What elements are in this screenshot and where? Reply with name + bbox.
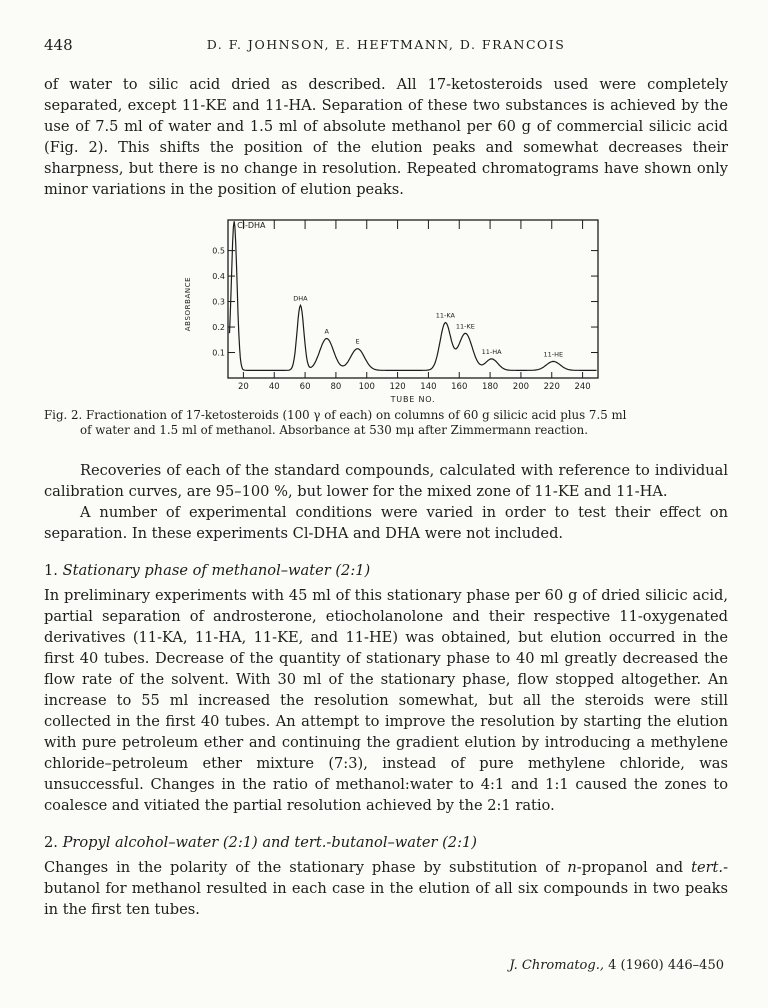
x-tick-label: 140 [420, 382, 437, 392]
caption-line1: Fractionation of 17-ketosteroids (100 γ of each) on columns of 60 g silicic acid plus 7.5 ml [86, 408, 627, 422]
p5-text-b: -propanol and [576, 859, 692, 876]
peak-label: DHA [293, 294, 308, 303]
x-tick-label: 80 [330, 382, 342, 392]
section-number-1: 1. [44, 562, 58, 579]
x-tick-label: 100 [358, 382, 375, 392]
footer-citation [509, 958, 724, 973]
p5-text-c: -butanol for methanol resulted in each case in the elution of all six compounds in two peaks in the first ten tubes. [44, 859, 728, 918]
paragraph-propyl-alcohol [44, 857, 728, 920]
x-tick-label: 160 [451, 382, 468, 392]
peak-label: 11-HA [481, 347, 502, 356]
paragraph-methanol-water: In preliminary experiments with 45 ml of this stationary phase per 60 g of dried silicic acid, partial separation of androsterone, etiocholanolone and their respective 11-oxygenated derivatives (11-KA, 11-HA, 11-KE, and 11-HE) was obtained, but elution occurred in the first 40 tubes. Decrease of the quantity of stationary phase to 40 ml greatly decreased the flow rate of the solvent. With 30 ml of the stationary phase, flow stopped altogether. An increase to 55 ml increased the resolution somewhat, but all the steroids were still collected in the first 40 tubes. An attempt to improve the resolution by starting the elution with pure petroleum ether and continuing the gradient elution by introducing a methylene chloride–petroleum ether mixture (7:3), instead of pure methylene chloride, was unsuccessful. Changes in the ratio of methanol:water to 4:1 and 1:1 caused the zones to coalesce and vitiated the partial resolution achieved by the 2:1 ratio. [44, 587, 728, 814]
y-tick-label: 0.4 [212, 272, 225, 282]
paragraph-intro: of water to silic acid dried as described. All 17-ketosteroids used were completely separated, except 11-KE and 11-HA. Separation of these two substances is achieved by the use of 7.5 ml of water and 1.5 ml of absolute methanol per 60 g of commercial silicic acid (Fig. 2). This shifts the position of the elution peaks and somewhat decreases their sharpness, but there is no change in resolution. Repeated chromatograms have shown only minor variations in the position of elution peaks. [44, 76, 728, 198]
paragraph-conditions: A number of experimental conditions were varied in order to test their effect on separation. In these experiments Cl-DHA and DHA were not included. [44, 504, 728, 542]
peak-label: 11-KA [435, 311, 455, 320]
x-tick-label: 40 [268, 382, 280, 392]
x-tick-label: 120 [389, 382, 406, 392]
y-tick-label: 0.1 [212, 348, 225, 358]
peak-label: E [355, 337, 360, 346]
x-tick-label: 20 [238, 382, 249, 392]
figure-caption [44, 408, 728, 438]
x-tick-label: 180 [481, 382, 499, 392]
elution-curve [230, 221, 597, 370]
peak-label: 11-KE [455, 322, 475, 331]
y-tick-label: 0.3 [212, 297, 225, 307]
x-tick-label: 200 [512, 382, 530, 392]
journal-citation: 4 (1960) 446–450 [608, 958, 724, 973]
running-head [44, 36, 728, 60]
peak-label: A [324, 327, 329, 336]
peak-label: 11-HE [543, 350, 564, 359]
section-heading-1 [44, 560, 728, 581]
y-tick-label: 0.5 [212, 246, 225, 256]
figure-2 [44, 208, 728, 408]
page-number: 448 [44, 36, 73, 54]
elution-chart [168, 208, 608, 404]
journal-name: J. Chromatog., [509, 958, 604, 973]
x-tick-label: 60 [299, 382, 311, 392]
section-number-2: 2. [44, 834, 58, 851]
x-axis-label: TUBE NO. [390, 395, 436, 404]
y-tick-label: 0.2 [212, 323, 225, 333]
section-heading-2 [44, 832, 728, 853]
x-tick-label: 220 [543, 382, 560, 392]
section-title-1: Stationary phase of methanol–water (2:1) [62, 562, 371, 579]
p5-italic-n: n [567, 859, 577, 876]
p5-italic-tert: tert. [691, 859, 724, 876]
paragraph-recoveries: Recoveries of each of the standard compounds, calculated with reference to individual calibration curves, are 95–100 %, but lower for the mixed zone of 11-KE and 11-HA. [44, 462, 728, 500]
authors: D. F. JOHNSON, E. HEFTMANN, D. FRANCOIS [206, 37, 566, 52]
page [44, 36, 728, 920]
x-tick-label: 240 [574, 382, 591, 392]
p5-text-a: Changes in the polarity of the stationary phase by substitution of [44, 859, 568, 876]
peak-label: Cl-DHA [237, 221, 266, 230]
caption-line2: of water and 1.5 ml of methanol. Absorbance at 530 mμ after Zimmermann reaction. [80, 423, 588, 437]
y-axis-label: ABSORBANCE [184, 276, 192, 332]
caption-label: Fig. 2. [44, 408, 83, 422]
section-title-2: Propyl alcohol–water (2:1) and tert.-butanol–water (2:1) [62, 834, 477, 851]
